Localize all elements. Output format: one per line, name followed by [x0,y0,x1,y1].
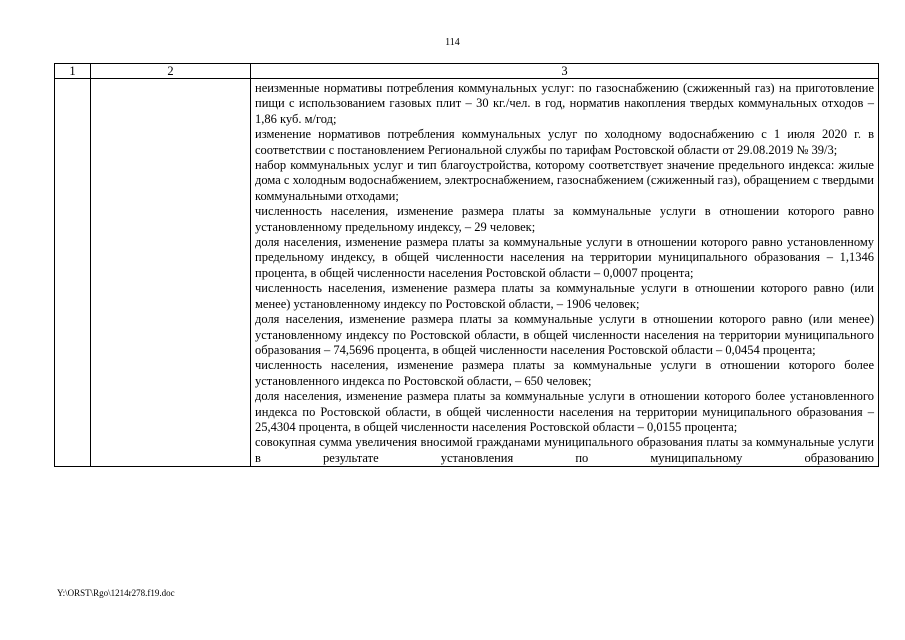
header-col-1: 1 [55,64,91,79]
page-number: 114 [445,37,460,48]
table-row [55,79,879,467]
table-header-row [55,64,879,79]
paragraph: доля населения, изменение размера платы за коммунальные услуги в отношении которого равно установленному предельному индексу, в общей численности населения на территории муниципального образования – 1,1346 процента, в общей численности населения Ростовской области – 0,0007 процента; [255,235,874,280]
cell-col-1 [55,79,91,467]
paragraph: доля населения, изменение размера платы за коммунальные услуги в отношении которого равно (или менее) установленному индексу по Ростовской области, в общей численности населения на территории муниципального образования – 74,5696 процента, в общей численности населения Ростовской области – 0,0454 процента; [255,312,874,357]
cell-col-3 [251,79,879,467]
paragraph: численность населения, изменение размера платы за коммунальные услуги в отношении которого равно (или менее) установленному индексу по Ростовской области, – 1906 человек; [255,281,874,311]
cell-col-2 [91,79,251,467]
paragraph: неизменные нормативы потребления коммунальных услуг: по газоснабжению (сжиженный газ) на приготовление пищи с использованием газовых плит – 30 кг./чел. в год, норматив накопления твердых коммунальных отходов – 1,86 куб. м/год; [255,81,874,126]
paragraph: совокупная сумма увеличения вносимой гражданами муниципального образования платы за коммунальные услуги в результате установления по муниципальному образованию [255,435,874,465]
paragraph: изменение нормативов потребления коммунальных услуг по холодному водоснабжению с 1 июля 2020 г. в соответствии с постановлением Региональной службы по тарифам Ростовской области от 29.08.2019 № 39/3; [255,127,874,157]
header-col-3: 3 [251,64,879,79]
paragraph: численность населения, изменение размера платы за коммунальные услуги в отношении которого более установленного индекса по Ростовской области, – 650 человек; [255,358,874,388]
paragraph: доля населения, изменение размера платы за коммунальные услуги в отношении которого более установленного индекса по Ростовской области, в общей численности населения на территории муниципального образования – 25,4304 процента, в общей численности населения Ростовской области – 0,0155 процента; [255,389,874,434]
data-table [54,63,879,467]
footer-file-path: Y:\ORST\Rgo\1214r278.f19.doc [57,588,175,598]
header-col-2: 2 [91,64,251,79]
paragraph: численность населения, изменение размера платы за коммунальные услуги в отношении которого равно установленному предельному индексу, – 29 человек; [255,204,874,234]
paragraph: набор коммунальных услуг и тип благоустройства, которому соответствует значение предельного индекса: жилые дома с холодным водоснабжением, электроснабжением, газоснабжением (сжиженный газ), обращением с твердыми коммунальными отходами; [255,158,874,203]
